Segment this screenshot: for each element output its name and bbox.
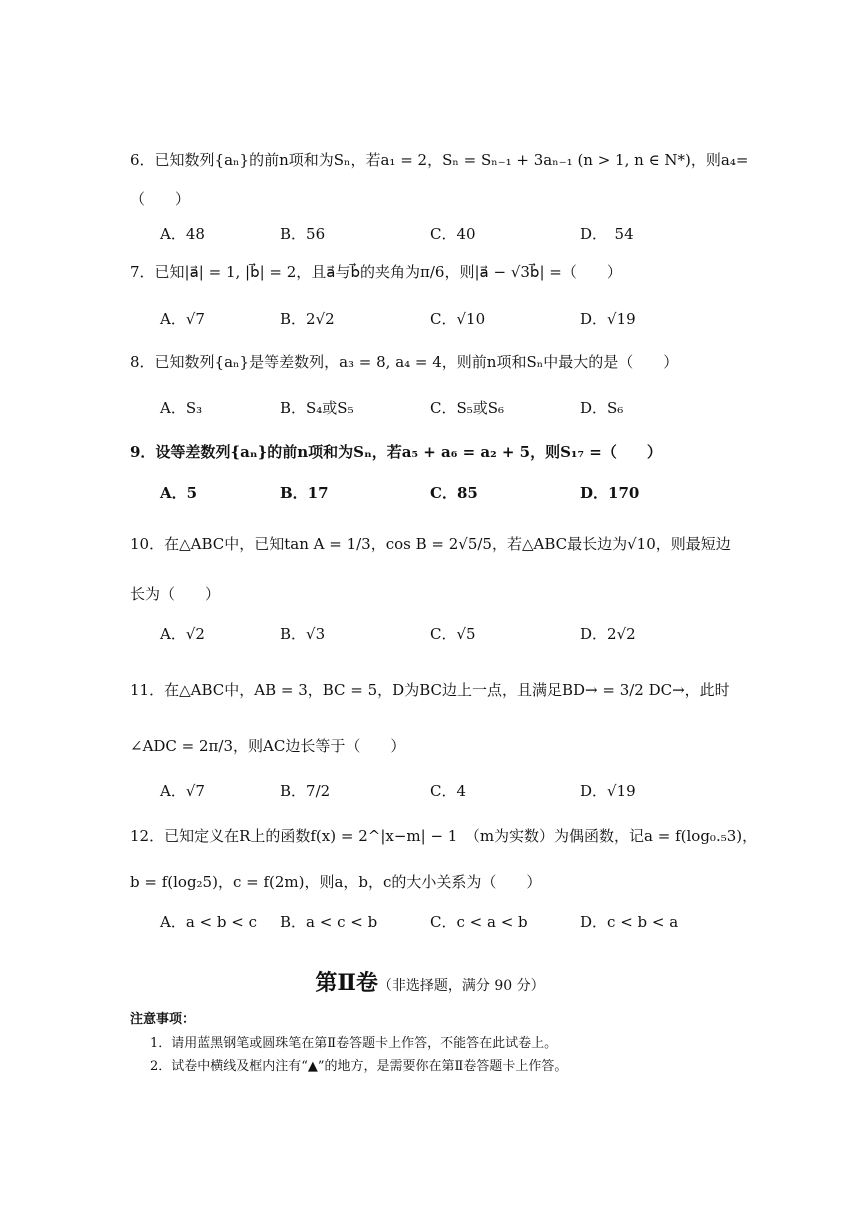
- question-12-text-cont: b = f(log₂5)，c = f(2m)，则a，b，c的大小关系为（ ）: [130, 873, 542, 891]
- question-12-text: 12．已知定义在R上的函数f(x) = 2^|x−m| − 1 （m为实数）为偶函数，记a = f(log₀.₅3)，: [130, 827, 758, 845]
- option-d: D．√19: [580, 310, 636, 328]
- question-9-text: 9．设等差数列{aₙ}的前n项和为Sₙ，若a₅ + a₆ = a₂ + 5，则S₁₇ =（ ）: [130, 443, 662, 461]
- question-9-options: [160, 481, 720, 505]
- option-a: A．√7: [160, 782, 205, 800]
- question-8-options: [160, 396, 720, 420]
- question-6-text-cont: （ ）: [130, 190, 191, 208]
- question-11-options: [160, 779, 720, 803]
- section-2-title: 第Ⅱ卷: [315, 970, 378, 996]
- question-10-text: 10．在△ABC中，已知tan A = 1/3，cos B = 2√5/5，若△ABC最长边为√10，则最短边: [130, 535, 731, 553]
- question-7-options: [160, 307, 720, 331]
- option-a: A．a < b < c: [160, 913, 257, 931]
- option-b: B．7/2: [280, 782, 331, 800]
- notes-title: 注意事项：: [130, 1012, 196, 1027]
- option-a: A．S₃: [160, 399, 203, 417]
- note-item-2: 2．试卷中横线及框内注有“▲”的地方，是需要你在第Ⅱ卷答题卡上作答。: [150, 1059, 568, 1074]
- option-d: D．c < b < a: [580, 913, 679, 931]
- question-8-text: 8．已知数列{aₙ}是等差数列，a₃ = 8, a₄ = 4，则前n项和Sₙ中最大的是（ ）: [130, 353, 679, 371]
- option-d: D．170: [580, 484, 640, 502]
- option-c: C．85: [430, 484, 478, 502]
- option-b: B．S₄或S₅: [280, 399, 354, 417]
- option-b: B．56: [280, 225, 326, 243]
- question-10-text-cont: 长为（ ）: [130, 585, 221, 603]
- section-2-heading: [0, 966, 860, 997]
- option-b: B．17: [280, 484, 329, 502]
- note-item-1: 1．请用蓝黑钢笔或圆珠笔在第Ⅱ卷答题卡上作答，不能答在此试卷上。: [150, 1036, 558, 1051]
- question-11-text: 11．在△ABC中，AB = 3，BC = 5，D为BC边上一点，且满足BD→ = 3/2 DC→，此时: [130, 681, 730, 699]
- option-c: C．40: [430, 225, 476, 243]
- option-d: D．S₆: [580, 399, 624, 417]
- question-10-options: [160, 622, 720, 646]
- question-7-text: 7．已知|a⃗| = 1, |b⃗| = 2，且a⃗与b⃗的夹角为π/6，则|a⃗ − √3b⃗| =（ ）: [130, 263, 622, 281]
- option-a: A．√7: [160, 310, 205, 328]
- option-b: B．2√2: [280, 310, 335, 328]
- option-c: C．S₅或S₆: [430, 399, 505, 417]
- section-2-subtitle: （非选择题，满分 90 分）: [377, 978, 545, 994]
- option-a: A．√2: [160, 625, 205, 643]
- option-c: C．c < a < b: [430, 913, 528, 931]
- option-b: B．√3: [280, 625, 326, 643]
- option-a: A．48: [160, 225, 205, 243]
- question-6-options: [160, 222, 720, 246]
- option-d: D．√19: [580, 782, 636, 800]
- option-a: A．5: [160, 484, 198, 502]
- question-12-options: [160, 910, 720, 934]
- option-c: C．4: [430, 782, 467, 800]
- option-d: D．2√2: [580, 625, 636, 643]
- option-b: B．a < c < b: [280, 913, 378, 931]
- option-c: C．√5: [430, 625, 476, 643]
- option-d: D． 54: [580, 225, 634, 243]
- question-11-text-cont: ∠ADC = 2π/3，则AC边长等于（ ）: [130, 737, 406, 755]
- option-c: C．√10: [430, 310, 486, 328]
- question-6-text: 6．已知数列{aₙ}的前n项和为Sₙ，若a₁ = 2，Sₙ = Sₙ₋₁ + 3aₙ₋₁ (n > 1, n ∈ N*)，则a₄=: [130, 151, 749, 169]
